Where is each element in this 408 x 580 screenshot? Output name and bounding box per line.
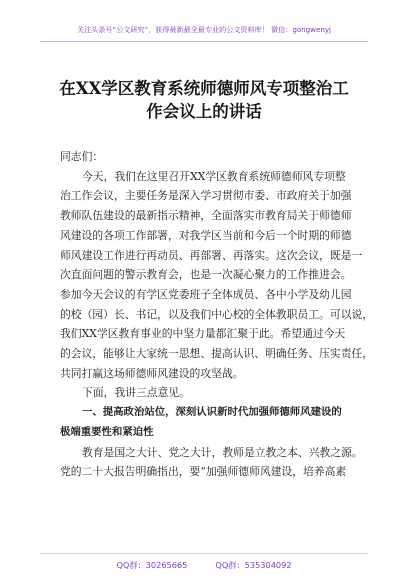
footer bbox=[0, 560, 408, 571]
body-line: 今天，我们在这里召开XX学区教育系统师德师风专项整 bbox=[82, 169, 346, 183]
body-line: 风建设的各项工作部署，对我学区当前和今后一个时期的师德 bbox=[60, 228, 352, 242]
document-body bbox=[60, 147, 374, 482]
body-line: 师风建设工作进行再动员、再部署、再落实。这次会议，既是一 bbox=[60, 248, 363, 262]
body-line: 参加今天会议的有学区党委班子全体成员、各中小学及幼儿园 bbox=[60, 287, 352, 301]
salutation: 同志们： bbox=[60, 150, 104, 163]
footer-qq-group-1: QQ群：30265665 bbox=[116, 560, 188, 570]
title-line-1: 在XX学区教育系统师德师风专项整治工 bbox=[59, 79, 349, 98]
header-banner: 关注头条号“公文研究”，获得最新最全最专业的公文资料库！ 微信：gongwenyj bbox=[77, 25, 331, 34]
body-line: 的会议，能够让大家统一思想、提高认识、明确任务、压实责任， bbox=[60, 347, 374, 361]
body-line: 治工作会议，主要任务是深入学习贯彻市委、市政府关于加强 bbox=[60, 189, 352, 203]
body-line: 下面，我讲三点意见。 bbox=[82, 386, 190, 400]
body-line: 教育是国之大计、党之大计，教师是立教之本、兴教之源。 bbox=[82, 445, 363, 459]
body-line: 我们XX学区教育事业的中坚力量都汇聚于此。希望通过今天 bbox=[60, 327, 346, 341]
footer-divider bbox=[40, 553, 368, 554]
body-line: 党的二十大报告明确指出，要“加强师德师风建设，培养高素 bbox=[60, 465, 347, 479]
footer-qq-group-2: QQ群：535304092 bbox=[215, 560, 292, 570]
header-divider bbox=[40, 41, 368, 42]
title-line-2: 作会议上的讲话 bbox=[146, 102, 262, 121]
body-line: 的校（园）长、书记，以及我们中心校的全体教职员工。可以说， bbox=[60, 307, 374, 321]
body-line: 教师队伍建设的最新指示精神，全面落实市教育局关于师德师 bbox=[60, 209, 352, 223]
section-heading: 一、提高政治站位，深刻认识新时代加强师德师风建设的 bbox=[82, 406, 342, 419]
section-heading-continued: 极端重要性和紧迫性 bbox=[60, 425, 154, 438]
body-line: 共同打赢这场师德师风建设的攻坚战。 bbox=[60, 366, 244, 380]
document-title bbox=[40, 77, 368, 123]
body-line: 次直面问题的警示教育会，也是一次凝心聚力的工作推进会。 bbox=[60, 268, 352, 282]
